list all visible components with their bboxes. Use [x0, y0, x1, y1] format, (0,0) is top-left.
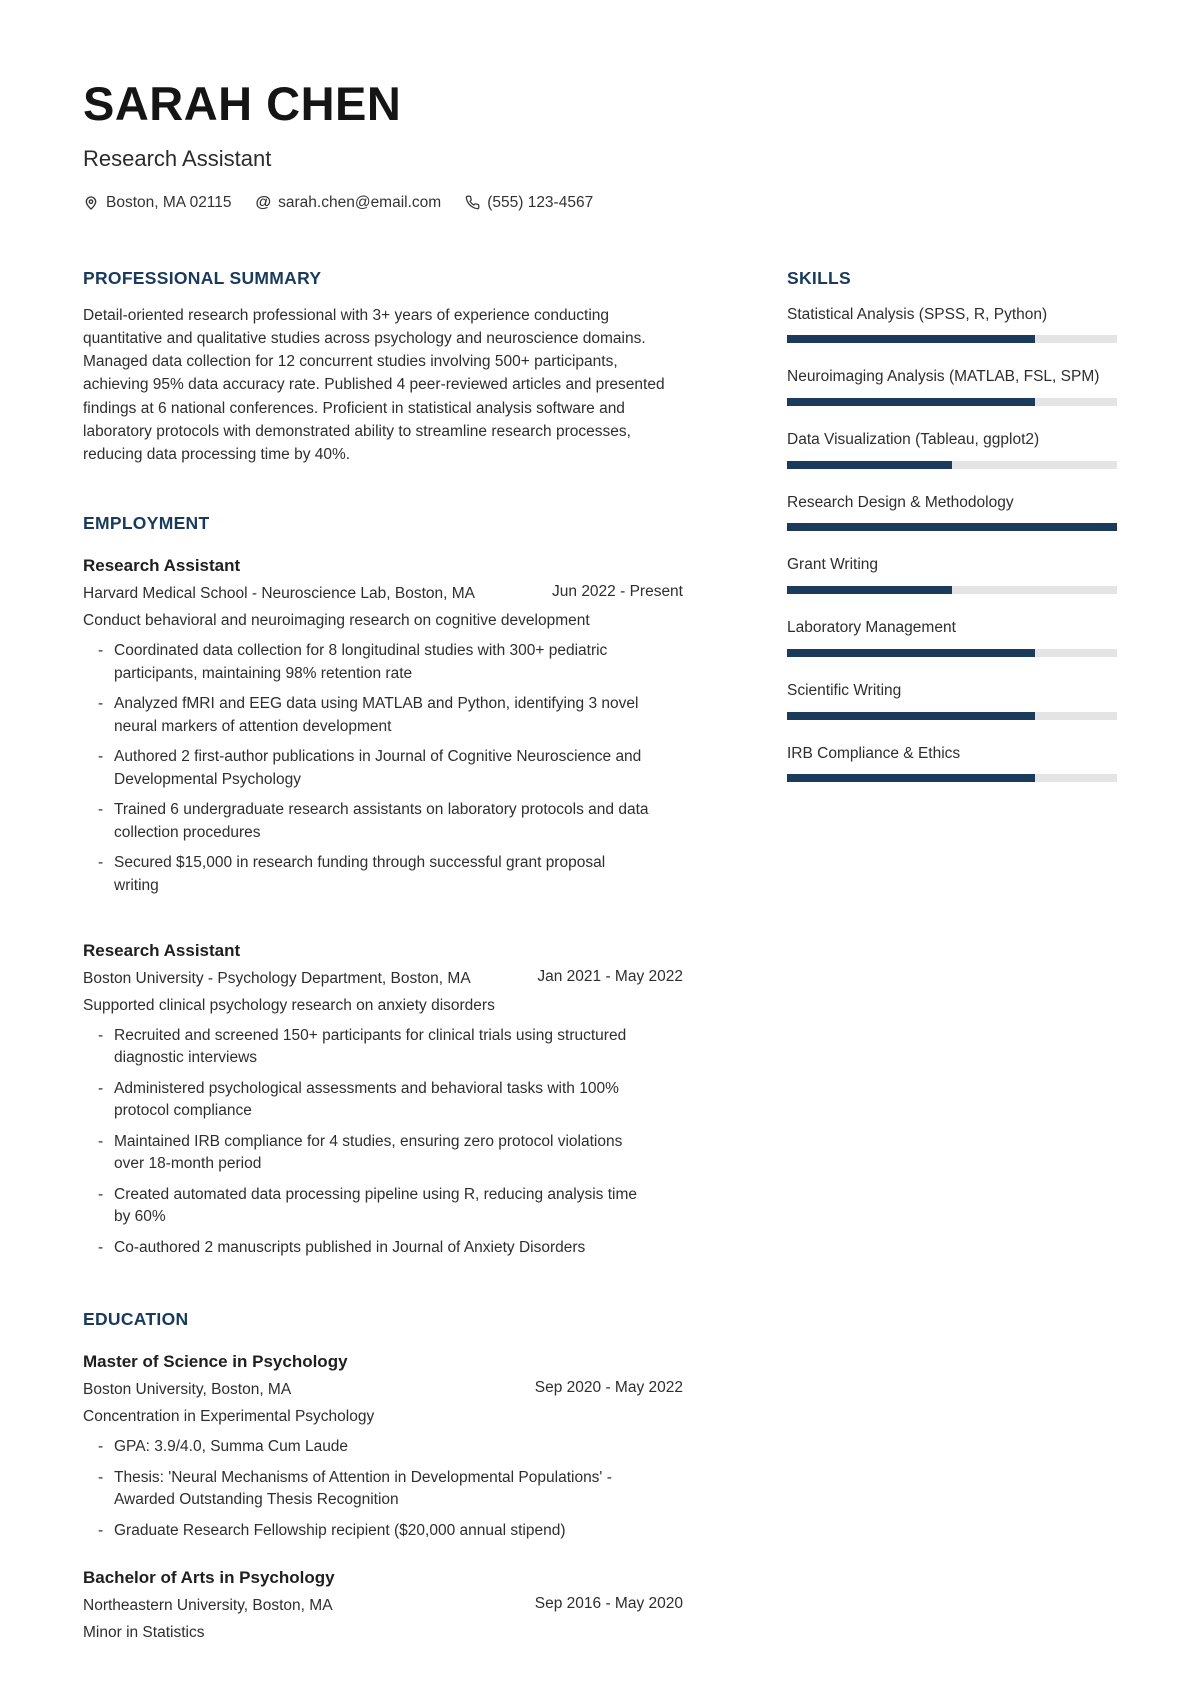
section-professional-summary — [83, 268, 683, 467]
skill-bar-fill — [787, 398, 1035, 406]
skill-bar-track — [787, 461, 1117, 469]
education-heading: EDUCATION — [83, 1309, 189, 1330]
skill-label: Grant Writing — [787, 556, 879, 574]
skill-label: Statistical Analysis (SPSS, R, Python) — [787, 305, 1048, 323]
resume-header — [83, 78, 1117, 212]
contact-email — [256, 194, 442, 212]
bullet-item: - Secured $15,000 in research funding through successful grant proposal writing — [83, 852, 683, 897]
bullet-item: - Administered psychological assessments and behavioral tasks with 100% protocol compliance — [83, 1078, 683, 1123]
contact-location-text: Boston, MA 02115 — [106, 193, 232, 211]
skill-item — [787, 554, 1117, 594]
right-column — [787, 268, 1117, 1644]
summary-text: Detail-oriented research professional with 3+ years of experience conducting quantitative and qualitative studies across psychology and neuroscience domains. Managed data collection for 12 concurrent studies involving 500+ participants, achieving 95% data accuracy rate. Published 4 peer-reviewed articles and presented findings at 6 national conferences. Proficient in statistical analysis software and laboratory protocols with demonstrated ability to streamline research processes, reducing data processing time by 40%. — [83, 306, 665, 464]
bullet-item: - GPA: 3.9/4.0, Summa Cum Laude — [83, 1436, 683, 1458]
bullet-item: - Thesis: 'Neural Mechanisms of Attention in Developmental Populations' - Awarded Outstanding Thesis Recognition — [83, 1467, 683, 1512]
job-title-text: Research Assistant — [83, 556, 241, 576]
contact-location — [83, 194, 232, 212]
bullet-item: - Trained 6 undergraduate research assistants on laboratory protocols and data collection procedures — [83, 799, 683, 844]
bullet-item: - Recruited and screened 150+ participants for clinical trials using structured diagnostic interviews — [83, 1025, 683, 1070]
skill-label: Data Visualization (Tableau, ggplot2) — [787, 431, 1040, 449]
skill-bar-fill — [787, 335, 1035, 343]
skill-label: Scientific Writing — [787, 681, 902, 699]
job-dates: Jan 2021 - May 2022 — [537, 968, 683, 986]
bullet-item: - Co-authored 2 manuscripts published in Journal of Anxiety Disorders — [83, 1237, 683, 1259]
candidate-title: Research Assistant — [83, 145, 272, 171]
skill-bar-track — [787, 712, 1117, 720]
job-bullets — [83, 1025, 683, 1259]
phone-icon — [465, 195, 480, 210]
bullet-dash: - — [98, 748, 104, 766]
section-skills — [787, 268, 1117, 783]
skill-label: IRB Compliance & Ethics — [787, 744, 961, 762]
skill-bar-fill — [787, 649, 1035, 657]
job-org-row — [83, 583, 683, 605]
skill-label: Neuroimaging Analysis (MATLAB, FSL, SPM) — [787, 368, 1100, 386]
left-column — [83, 268, 683, 1644]
section-education — [83, 1309, 683, 1644]
degree-detail: Minor in Statistics — [83, 1623, 205, 1641]
job-entry — [83, 556, 683, 897]
job-org: Harvard Medical School - Neuroscience Lab, Boston, MA — [83, 585, 475, 603]
bullet-dash: - — [98, 1521, 104, 1539]
skill-item — [787, 429, 1117, 469]
bullet-item: - Authored 2 first-author publications in Journal of Cognitive Neuroscience and Developmental Psychology — [83, 746, 683, 791]
job-entry — [83, 941, 683, 1259]
skill-item — [787, 492, 1117, 532]
skill-bar-track — [787, 649, 1117, 657]
summary-heading: PROFESSIONAL SUMMARY — [83, 267, 322, 288]
bullet-dash: - — [98, 1132, 104, 1150]
bullet-dash: - — [98, 642, 104, 660]
bullet-dash: - — [98, 1079, 104, 1097]
bullet-dash: - — [98, 695, 104, 713]
degree-detail: Concentration in Experimental Psychology — [83, 1407, 375, 1425]
job-bullets — [83, 640, 683, 897]
bullet-item: - Graduate Research Fellowship recipient ($20,000 annual stipend) — [83, 1520, 683, 1542]
two-column-layout — [83, 268, 1117, 1644]
section-employment — [83, 513, 683, 1259]
location-pin-icon — [83, 195, 99, 211]
skill-item — [787, 743, 1117, 783]
at-sign-icon: @ — [255, 193, 272, 211]
skill-bar-track — [787, 335, 1117, 343]
degree-school-row — [83, 1379, 683, 1401]
contact-phone — [465, 194, 593, 212]
skill-bar-fill — [787, 712, 1035, 720]
degree-school-row — [83, 1595, 683, 1617]
job-title-text: Research Assistant — [83, 941, 241, 961]
candidate-name: SARAH CHEN — [83, 77, 402, 130]
skill-label: Laboratory Management — [787, 619, 956, 637]
degree-title: Bachelor of Arts in Psychology — [83, 1568, 335, 1588]
job-org: Boston University - Psychology Department, Boston, MA — [83, 970, 471, 988]
skill-bar-fill — [787, 774, 1035, 782]
bullet-dash: - — [98, 1238, 104, 1256]
bullet-item: - Coordinated data collection for 8 longitudinal studies with 300+ pediatric participants, maintaining 98% retention rate — [83, 640, 683, 685]
degree-title: Master of Science in Psychology — [83, 1352, 348, 1372]
bullet-dash: - — [98, 1438, 104, 1456]
degree-school: Northeastern University, Boston, MA — [83, 1597, 333, 1615]
skill-item — [787, 617, 1117, 657]
bullet-dash: - — [98, 1468, 104, 1486]
skill-bar-track — [787, 398, 1117, 406]
skill-item — [787, 304, 1117, 344]
skills-heading: SKILLS — [787, 267, 852, 288]
skill-bar-track — [787, 523, 1117, 531]
degree-entry — [83, 1568, 683, 1644]
bullet-item: - Maintained IRB compliance for 4 studies, ensuring zero protocol violations over 18-month period — [83, 1131, 683, 1176]
job-summary: Conduct behavioral and neuroimaging research on cognitive development — [83, 611, 590, 629]
degree-dates: Sep 2016 - May 2020 — [534, 1595, 683, 1613]
bullet-dash: - — [98, 801, 104, 819]
contact-row — [83, 194, 1117, 212]
degree-dates: Sep 2020 - May 2022 — [534, 1379, 683, 1397]
skill-bar-track — [787, 774, 1117, 782]
bullet-dash: - — [98, 1027, 104, 1044]
skill-item — [787, 680, 1117, 720]
skill-item — [787, 366, 1117, 406]
skill-bar-track — [787, 586, 1117, 594]
skill-label: Research Design & Methodology — [787, 493, 1014, 511]
skill-bar-fill — [787, 523, 1117, 531]
contact-email-text: sarah.chen@email.com — [278, 193, 442, 211]
bullet-item: - Created automated data processing pipeline using R, reducing analysis time by 60% — [83, 1184, 683, 1229]
degree-school: Boston University, Boston, MA — [83, 1381, 292, 1399]
bullet-dash: - — [98, 854, 104, 872]
bullet-dash: - — [98, 1185, 104, 1203]
job-summary: Supported clinical psychology research on anxiety disorders — [83, 996, 495, 1014]
skill-bar-fill — [787, 586, 952, 594]
skill-bar-fill — [787, 461, 952, 469]
degree-bullets — [83, 1436, 683, 1542]
employment-heading: EMPLOYMENT — [83, 513, 210, 534]
degree-entry — [83, 1352, 683, 1542]
bullet-item: - Analyzed fMRI and EEG data using MATLAB and Python, identifying 3 novel neural markers of attention development — [83, 693, 683, 738]
job-dates: Jun 2022 - Present — [552, 583, 683, 601]
job-org-row — [83, 968, 683, 990]
contact-phone-text: (555) 123-4567 — [487, 193, 594, 211]
